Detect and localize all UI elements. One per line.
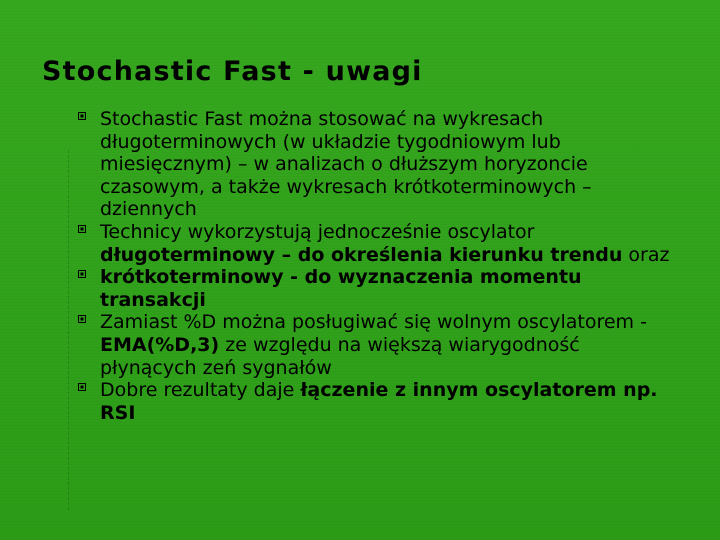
bullet-text: oraz <box>622 243 670 266</box>
square-bullet-icon <box>78 270 86 278</box>
decorative-line <box>68 150 69 510</box>
square-bullet-icon <box>78 225 86 233</box>
bullet-item <box>78 108 678 221</box>
bullet-list <box>78 108 678 424</box>
bullet-item <box>78 266 678 311</box>
bullet-text: Zamiast %D można posługiwać się wolnym oscylatorem - <box>100 311 647 334</box>
square-bullet-icon <box>78 315 86 323</box>
bullet-text: Stochastic Fast można stosować na wykresach długoterminowych (w układzie tygodniowym lub miesięcznym) – w analizach o dłuższym horyzoncie czasowym, a także wykresach krótkoterminowych – dziennych <box>100 108 592 221</box>
slide-title: Stochastic Fast - uwagi <box>42 56 423 87</box>
bullet-item <box>78 379 678 424</box>
square-bullet-icon <box>78 112 86 120</box>
bullet-emphasis: łączenie z innym oscylatorem np. RSI <box>100 379 658 424</box>
bullet-emphasis: krótkoterminowy - do wyznaczenia momentu transakcji <box>100 266 582 311</box>
bullet-item <box>78 221 678 266</box>
bullet-emphasis: EMA(%D,3) <box>100 333 220 356</box>
bullet-text: ze względu na większą wiarygodność płynących zeń sygnałów <box>100 333 580 379</box>
bullet-item <box>78 311 678 379</box>
bullet-emphasis: długoterminowy – do określenia kierunku trendu <box>100 243 623 266</box>
bullet-text: Technicy wykorzystują jednocześnie oscylator <box>100 220 535 243</box>
bullet-text: Dobre rezultaty daje <box>100 379 301 402</box>
square-bullet-icon <box>78 383 86 391</box>
